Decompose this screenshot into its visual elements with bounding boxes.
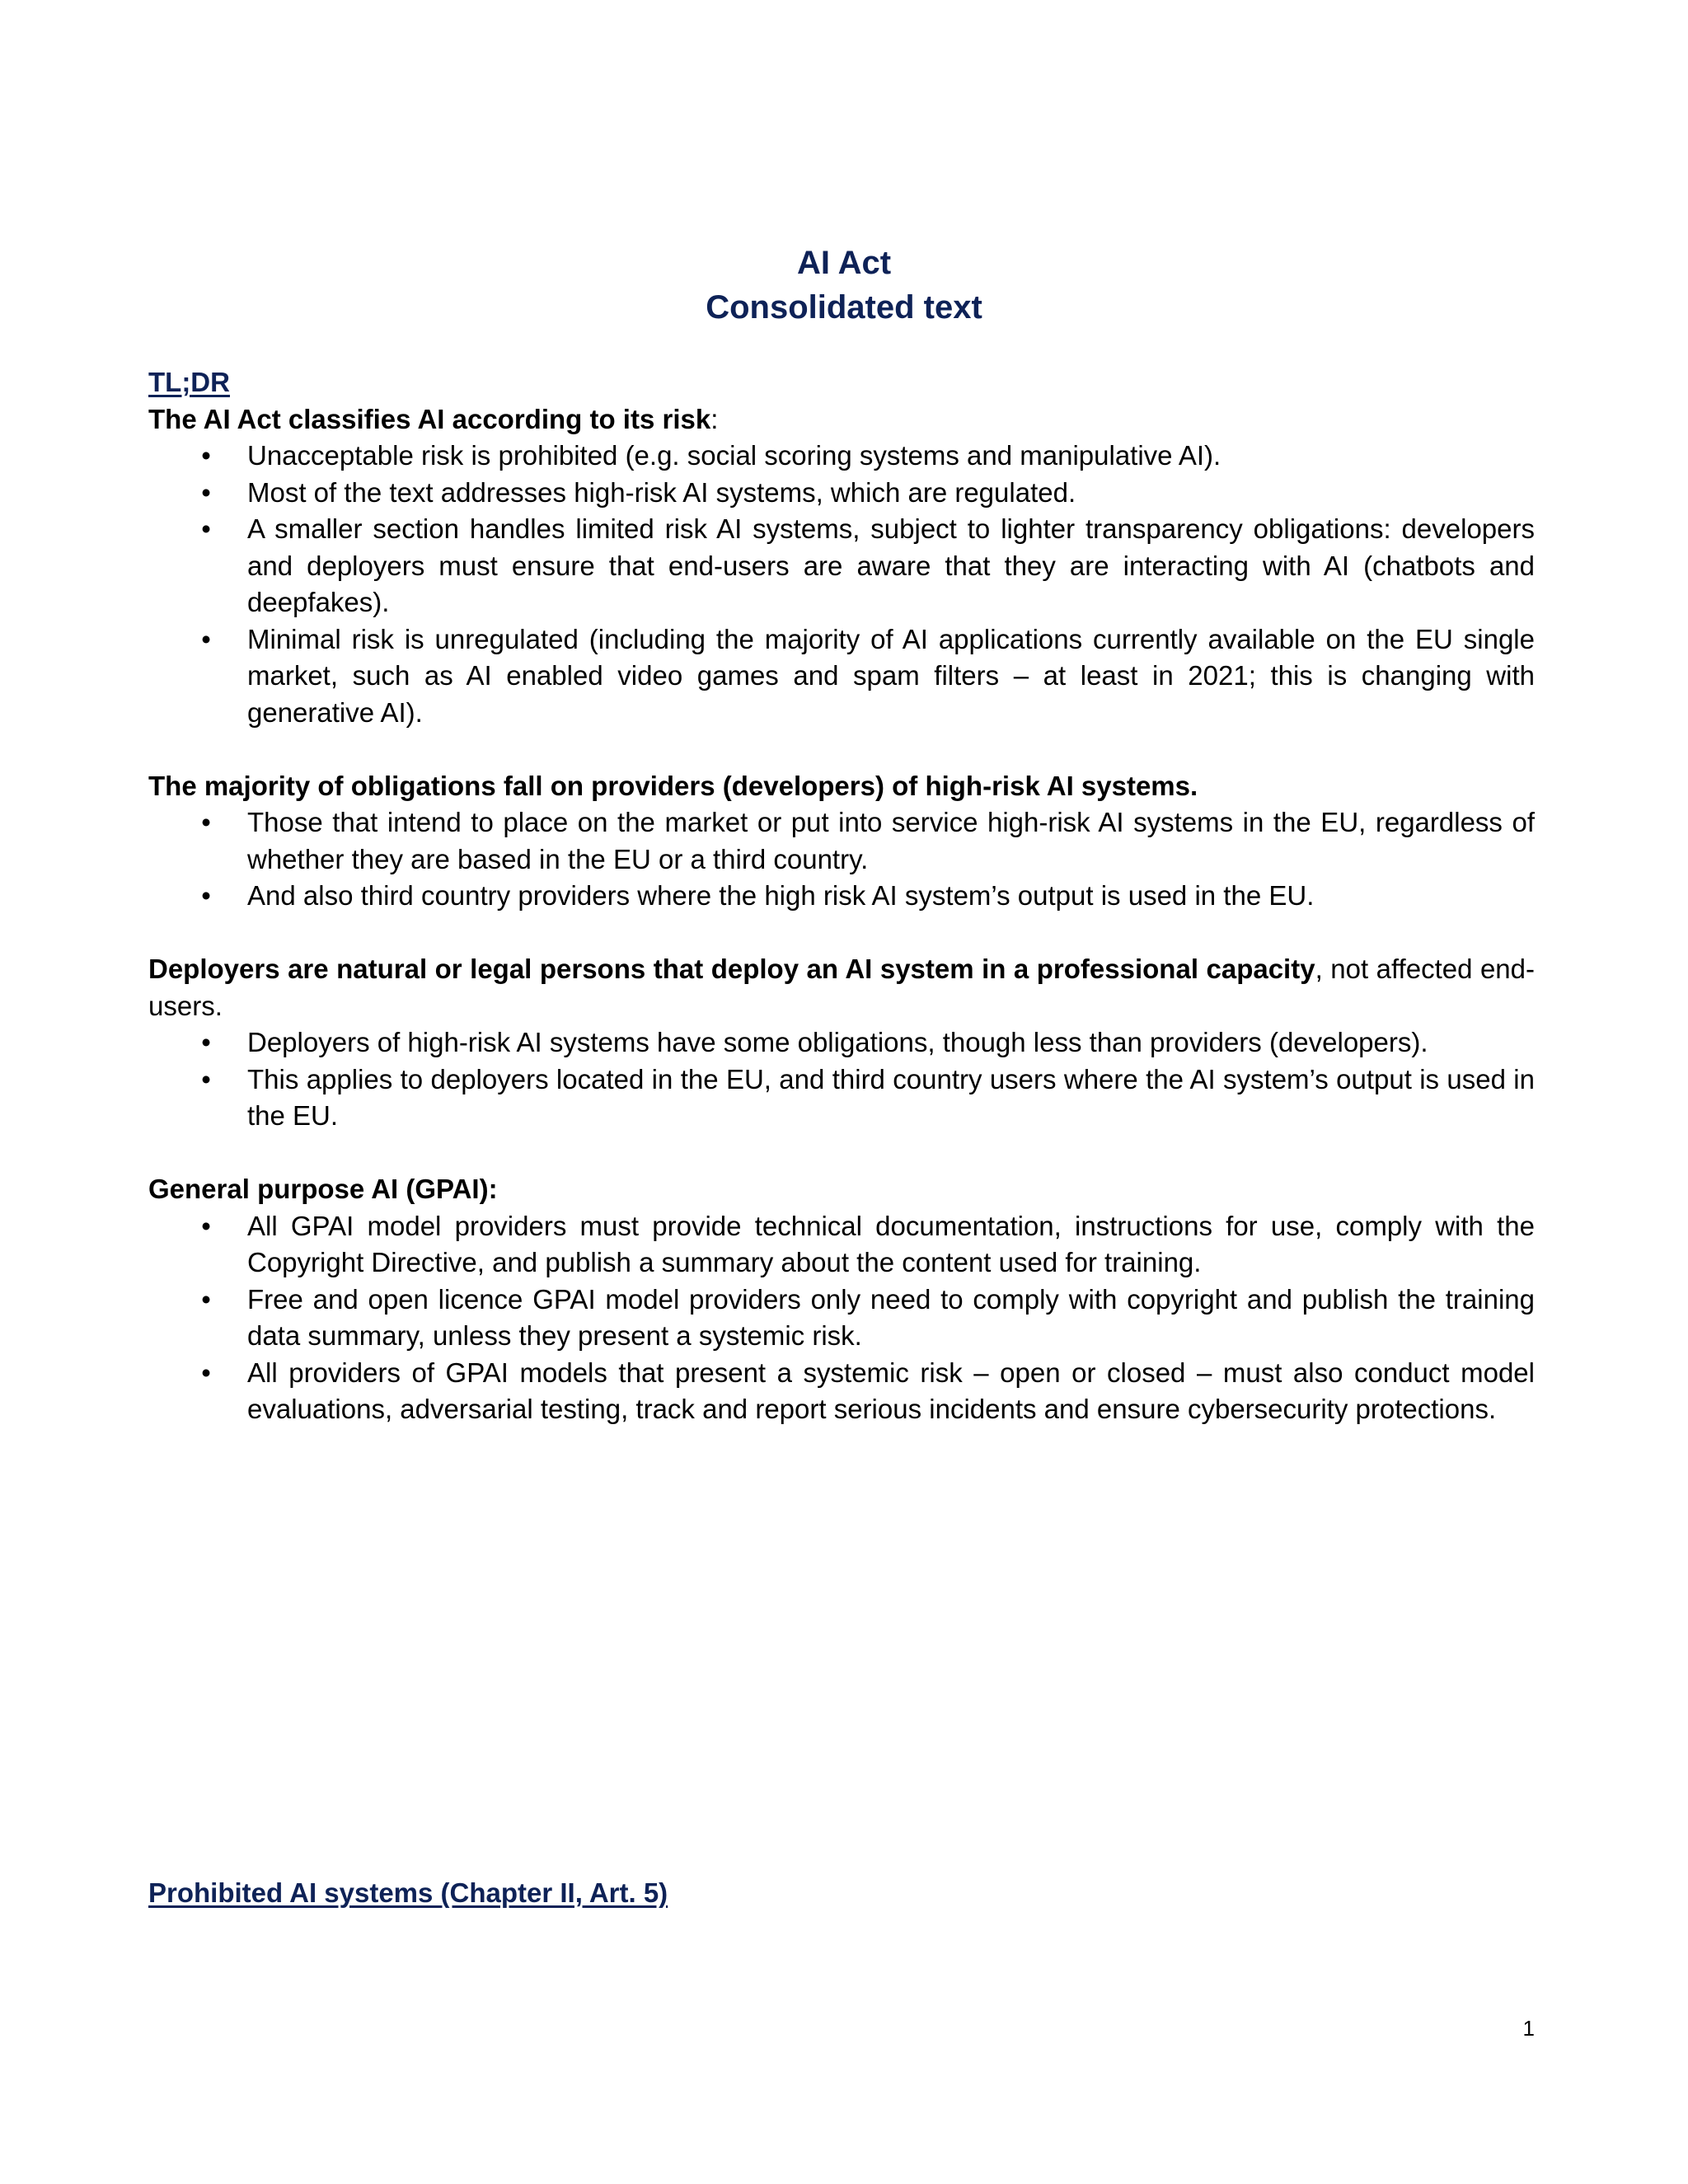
list-item-text: All providers of GPAI models that present a systemic risk – open or closed – must also conduct model evaluations, adversarial testing, track and report serious incidents and ensure cybersecurity protections.	[247, 1357, 1535, 1424]
risk-classification-list	[148, 438, 1535, 731]
list-item	[148, 1355, 1535, 1428]
document-title	[0, 241, 1688, 330]
bullet-icon: •	[201, 1210, 211, 1241]
gpai-list	[148, 1208, 1535, 1428]
paragraph-gap	[148, 1135, 1535, 1172]
list-item	[148, 878, 1535, 915]
list-item-text: This applies to deployers located in the EU, and third country users where the AI system’s output is used in the EU.	[247, 1063, 1535, 1131]
title-line-2: Consolidated text	[706, 289, 982, 326]
list-item-text: All GPAI model providers must provide technical documentation, instructions for use, comply with the Copyright Directive, and publish a summary about the content used for training.	[247, 1210, 1535, 1277]
section-heading-bold: The AI Act classifies AI according to its risk	[148, 403, 711, 434]
prohibited-systems-section	[148, 1875, 668, 1911]
list-item	[148, 804, 1535, 878]
list-item-text: Minimal risk is unregulated (including the majority of AI applications currently available on the EU single market, such as AI enabled video games and spam filters – at least in 2021; this is changing with generative AI).	[247, 623, 1535, 728]
list-item-text: Deployers of high-risk AI systems have some obligations, though less than providers (developers).	[247, 1027, 1428, 1057]
list-item	[148, 511, 1535, 621]
bullet-icon: •	[201, 1027, 211, 1057]
bullet-icon: •	[201, 1357, 211, 1388]
section-providers-heading	[148, 768, 1535, 805]
list-item	[148, 1062, 1535, 1135]
list-item-text: And also third country providers where the high risk AI system’s output is used in the EU.	[247, 880, 1315, 911]
section-heading-bold: Deployers are natural or legal persons that deploy an AI system in a professional capacity	[148, 954, 1315, 984]
page-number: 1	[1522, 2016, 1535, 2041]
bullet-icon: •	[201, 1063, 211, 1094]
deployers-list	[148, 1024, 1535, 1135]
list-item-text: Those that intend to place on the market or put into service high-risk AI systems in the EU, regardless of whether they are based in the EU or a third country.	[247, 807, 1535, 874]
bullet-icon: •	[201, 807, 211, 837]
document-body	[148, 364, 1535, 1428]
list-item	[148, 621, 1535, 732]
section-heading-bold: The majority of obligations fall on providers (developers) of high-risk AI systems.	[148, 770, 1198, 801]
list-item-text: A smaller section handles limited risk AI systems, subject to lighter transparency obligations: developers and deployers must ensure that end-users are aware that they are interacting with AI (chatbots and deepfakes).	[247, 513, 1535, 617]
section-heading-bold: General purpose AI (GPAI):	[148, 1174, 498, 1204]
bullet-icon: •	[201, 476, 211, 508]
bullet-icon: •	[201, 440, 211, 471]
providers-list	[148, 804, 1535, 915]
paragraph-gap	[148, 731, 1535, 768]
list-item-text: Most of the text addresses high-risk AI systems, which are regulated.	[247, 476, 1076, 508]
section-heading-rest: , not affected end-users.	[148, 954, 1535, 1021]
paragraph-gap	[148, 915, 1535, 952]
title-line-1: AI Act	[796, 245, 892, 281]
tldr-heading-link[interactable]: TL;DR	[148, 367, 230, 397]
bullet-icon: •	[201, 1283, 211, 1315]
prohibited-systems-heading-link[interactable]: Prohibited AI systems (Chapter II, Art. 5)	[148, 1877, 668, 1908]
list-item	[148, 1282, 1535, 1355]
bullet-icon: •	[201, 880, 211, 911]
list-item-text: Free and open licence GPAI model providers only need to comply with copyright and publish the training data summary, unless they present a systemic risk.	[247, 1283, 1535, 1351]
list-item	[148, 475, 1535, 512]
list-item	[148, 438, 1535, 475]
section-deployers-heading	[148, 951, 1535, 1024]
bullet-icon: •	[201, 623, 211, 654]
list-item-text: Unacceptable risk is prohibited (e.g. social scoring systems and manipulative AI).	[247, 440, 1221, 471]
bullet-icon: •	[201, 513, 211, 544]
list-item	[148, 1208, 1535, 1282]
section-gpai-heading	[148, 1171, 1535, 1208]
section-heading-rest: :	[710, 403, 719, 434]
list-item	[148, 1024, 1535, 1062]
section-risk-classification-heading	[148, 401, 1535, 438]
